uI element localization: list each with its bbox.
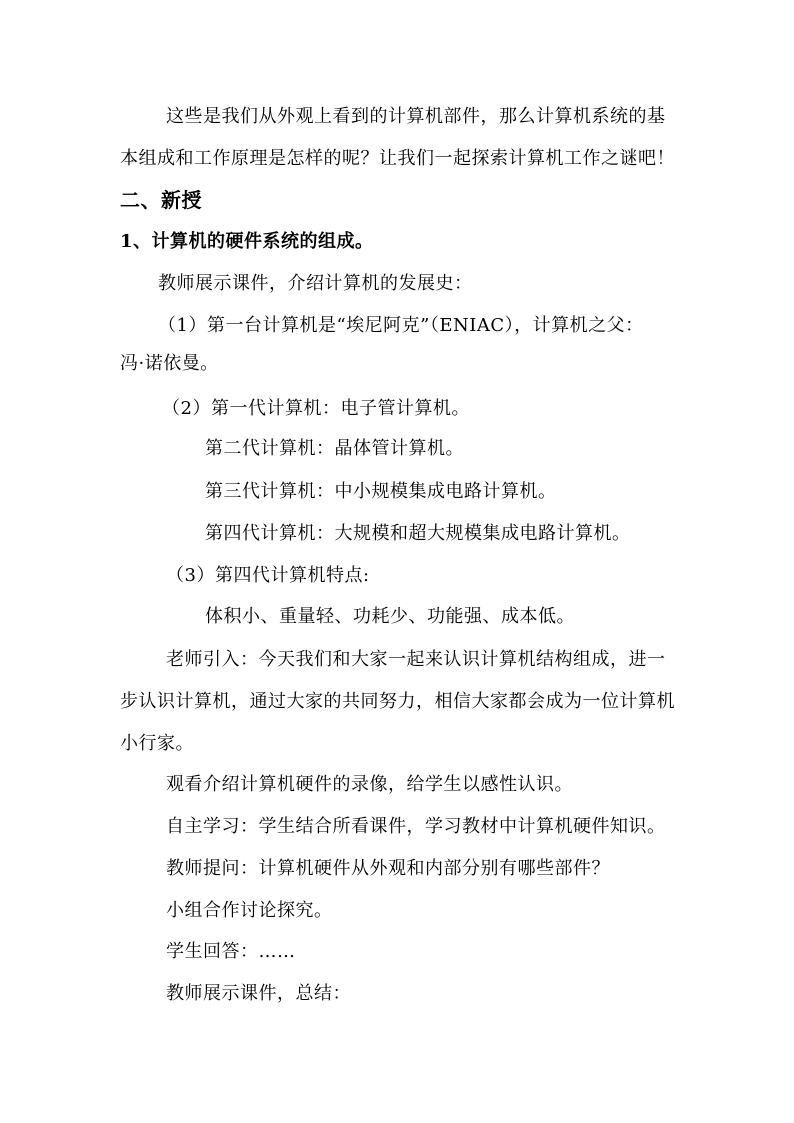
paragraph-line: 学生回答：…… (166, 941, 296, 962)
list-item-line: （1）第一台计算机是“埃尼阿克”（ENIAC），计算机之父： (158, 315, 644, 336)
paragraph-line: 自主学习：学生结合所看课件，学习教材中计算机硬件知识。 (166, 816, 666, 837)
list-item-line: 冯·诺依曼。 (120, 353, 219, 374)
paragraph-line: 老师引入：今天我们和大家一起来认识计算机结构组成，进一 (166, 649, 666, 670)
paragraph-line: 步认识计算机，通过大家的共同努力，相信大家都会成为一位计算机 (120, 691, 675, 712)
list-item-line: 第二代计算机：晶体管计算机。 (205, 438, 464, 459)
paragraph-line: 小组合作讨论探究。 (166, 900, 333, 921)
paragraph-line: 小行家。 (120, 733, 194, 754)
list-item-line: 体积小、重量轻、功耗少、功能强、成本低。 (205, 606, 575, 627)
paragraph-line: 教师展示课件，总结： (166, 983, 351, 1004)
paragraph-line: 教师展示课件，介绍计算机的发展史： (158, 273, 473, 294)
section-heading: 二、新授 (120, 188, 202, 212)
list-item-line: （3）第四代计算机特点: (166, 565, 370, 586)
paragraph-line: 这些是我们从外观上看到的计算机部件，那么计算机系统的基 (166, 106, 666, 127)
list-item-line: 第四代计算机：大规模和超大规模集成电路计算机。 (205, 523, 631, 544)
list-item-line: 第三代计算机：中小规模集成电路计算机。 (205, 481, 557, 502)
paragraph-line: 观看介绍计算机硬件的录像，给学生以感性认识。 (166, 774, 573, 795)
list-item-line: （2）第一代计算机：电子管计算机。 (162, 398, 470, 419)
subheading: 1、计算机的硬件系统的组成。 (120, 231, 374, 252)
paragraph-line: 教师提问：计算机硬件从外观和内部分别有哪些部件？ (166, 858, 610, 879)
paragraph-line: 本组成和工作原理是怎样的呢？让我们一起探索计算机工作之谜吧！ (120, 148, 675, 169)
